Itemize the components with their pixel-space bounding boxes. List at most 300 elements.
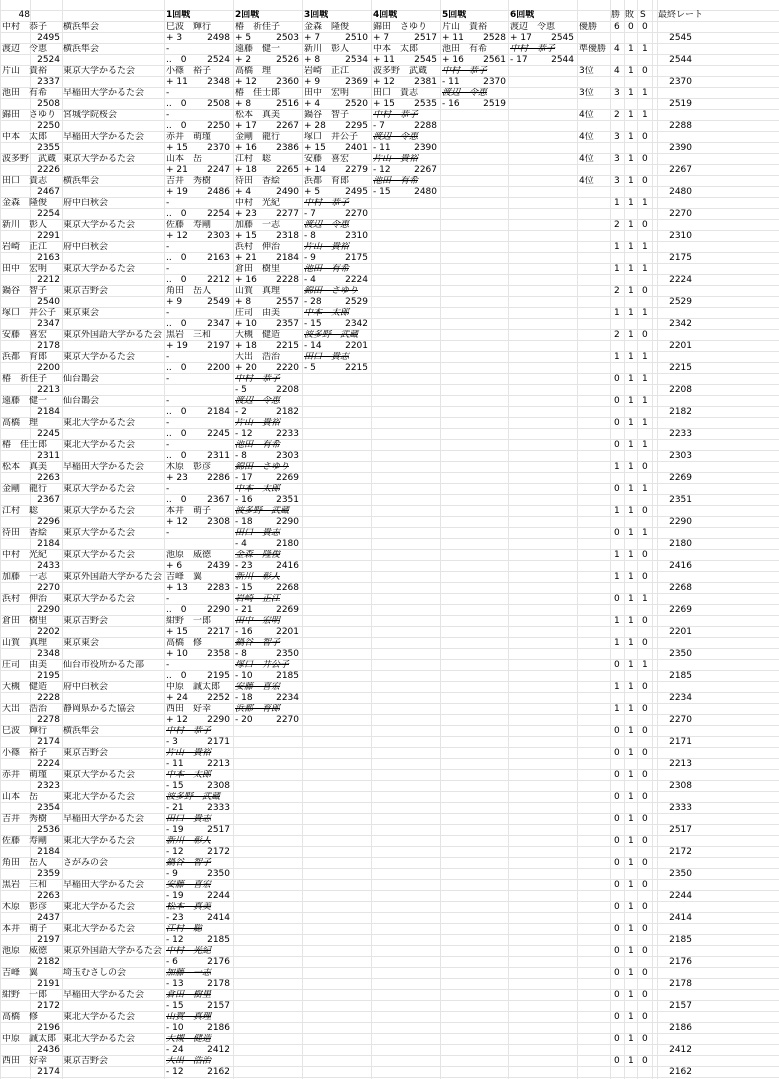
player-club: 東京大学かるた会: [63, 594, 136, 604]
round-opponent: 渡辺 令恵: [510, 22, 556, 32]
round-diff: - 12: [166, 847, 184, 857]
final-rating: 2172: [669, 847, 692, 857]
round-diff: - 5: [304, 363, 316, 373]
round-diff: + 11: [442, 33, 464, 43]
round-rating: 2303: [276, 451, 299, 461]
start-rating: 2191: [37, 979, 60, 989]
round-diff: + 7: [373, 33, 390, 43]
losses-count: 1: [628, 220, 634, 230]
final-rating: 2412: [669, 1045, 692, 1055]
round-opponent: 中村 光紀: [235, 198, 281, 208]
wins-count: 1: [614, 264, 620, 274]
player-name: 田口 貴志: [2, 176, 48, 186]
losses-count: 1: [628, 902, 634, 912]
round-diff: - 12: [166, 1067, 184, 1077]
sabbatical-count: 1: [642, 440, 648, 450]
round-opponent: 田口 貴志: [373, 88, 419, 98]
wins-count: 0: [614, 792, 620, 802]
round-rating: 2277: [276, 209, 299, 219]
round-diff: + 23: [235, 209, 257, 219]
round-diff: + 16: [235, 143, 257, 153]
sabbatical-count: 0: [642, 506, 648, 516]
sabbatical-count: 0: [642, 1056, 648, 1066]
round-diff: + 12: [166, 715, 188, 725]
player-club: 府中白秋会: [63, 242, 109, 252]
player-name: 波多野 武蔵: [2, 154, 57, 164]
start-rating: 2433: [37, 561, 60, 571]
round-diff: - 28: [304, 297, 322, 307]
round-opponent: 鍋谷 智子: [235, 638, 281, 648]
wins-count: 1: [614, 242, 620, 252]
final-rating: 2544: [669, 55, 692, 65]
player-club: 東京大学かるた会: [63, 66, 136, 76]
losses-count: 1: [628, 330, 634, 340]
final-rating: 2480: [669, 187, 692, 197]
wins-count: 1: [614, 704, 620, 714]
round-opponent: -: [166, 374, 170, 384]
round-rating: 2270: [276, 715, 299, 725]
final-rating: 2350: [669, 649, 692, 659]
losses-count: 1: [628, 154, 634, 164]
round-rating: 2381: [414, 77, 437, 87]
final-rating: 2175: [669, 253, 692, 263]
losses-count: 1: [628, 550, 634, 560]
final-rating: 2269: [669, 473, 692, 483]
player-name: 椿 佳士郎: [2, 440, 48, 450]
round-rating: 2534: [345, 55, 368, 65]
wins-count: 1: [614, 550, 620, 560]
round-rating: 2224: [345, 275, 368, 285]
player-name: 山本 岳: [2, 792, 39, 802]
round-rating: 2498: [207, 33, 230, 43]
round-rating: 2265: [276, 165, 299, 175]
player-name: 池田 有希: [2, 88, 48, 98]
round-diff: - 7: [373, 121, 385, 131]
round-opponent: -: [166, 484, 170, 494]
sabbatical-count: 0: [642, 858, 648, 868]
losses-count: 1: [628, 638, 634, 648]
sabbatical-count: 1: [642, 528, 648, 538]
round-rating: 2254: [207, 209, 230, 219]
round-rating: 2185: [276, 671, 299, 681]
round-rating: 2178: [207, 979, 230, 989]
player-name: 塚口 井公子: [2, 308, 57, 318]
start-rating: 2337: [37, 77, 60, 87]
losses-count: 1: [628, 858, 634, 868]
round-diff: - 16: [442, 99, 460, 109]
sabbatical-count: 0: [642, 22, 648, 32]
sabbatical-count: 1: [642, 44, 648, 54]
player-name: 赤井 萌瑾: [2, 770, 48, 780]
start-rating: 2263: [37, 473, 60, 483]
round-rating: 2172: [207, 847, 230, 857]
round-diff: .. 0: [166, 55, 187, 65]
losses-count: 1: [628, 110, 634, 120]
round-diff: + 10: [166, 649, 188, 659]
round-rating: 2290: [207, 605, 230, 615]
round-diff: - 16: [235, 627, 253, 637]
wins-count: 0: [614, 594, 620, 604]
round-diff: .. 0: [166, 319, 187, 329]
round-diff: + 28: [304, 121, 326, 131]
round-diff: + 8: [235, 99, 252, 109]
final-rating: 2308: [669, 781, 692, 791]
sabbatical-count: 1: [642, 396, 648, 406]
round-opponent: 波多野 武蔵: [373, 66, 428, 76]
round-diff: + 12: [235, 77, 257, 87]
player-club: 東京外国語大学かるた会: [63, 572, 163, 582]
final-rating: 2157: [669, 1001, 692, 1011]
grid-column-line: [302, 0, 303, 1079]
player-club: 東北大学かるた会: [63, 924, 136, 934]
wins-count: 3: [614, 88, 620, 98]
round-opponent: 中村 恭子: [166, 726, 212, 736]
player-name: 高橋 理: [2, 418, 39, 428]
wins-count: 1: [614, 462, 620, 472]
final-rating: 2416: [669, 561, 692, 571]
round-opponent: -: [166, 242, 170, 252]
round-diff: + 14: [304, 165, 326, 175]
round-opponent: 中村 光紀: [166, 946, 212, 956]
player-name: 吉峰 翼: [2, 968, 39, 978]
final-rating: 2303: [669, 451, 692, 461]
round-rating: 2267: [276, 121, 299, 131]
player-club: 仙台鵲会: [63, 374, 100, 384]
start-rating: 2311: [37, 451, 60, 461]
player-name: 佐藤 寿剛: [2, 836, 48, 846]
losses-count: 1: [628, 946, 634, 956]
round-opponent: -: [166, 88, 170, 98]
round-opponent: 渡辺 令恵: [442, 88, 488, 98]
start-rating: 2212: [37, 275, 60, 285]
final-rating: 2178: [669, 979, 692, 989]
player-club: 早稲田大学かるた会: [63, 814, 145, 824]
round-rating: 2310: [345, 231, 368, 241]
player-name: 浜都 育郎: [2, 352, 48, 362]
player-name: 池原 威徳: [2, 946, 48, 956]
losses-count: 1: [628, 968, 634, 978]
sabbatical-header: S: [640, 10, 646, 20]
round-diff: .. 0: [166, 671, 187, 681]
placement: 4位: [579, 154, 594, 164]
start-rating: 2226: [37, 165, 60, 175]
round-diff: .. 0: [166, 253, 187, 263]
round-rating: 2201: [276, 627, 299, 637]
round-diff: + 15: [166, 143, 188, 153]
round-rating: 2290: [276, 517, 299, 527]
round-opponent: 田口 貴志: [235, 528, 281, 538]
round-diff: .. 0: [166, 495, 187, 505]
round-diff: + 12: [373, 77, 395, 87]
sabbatical-count: 0: [642, 682, 648, 692]
final-rating: 2201: [669, 627, 692, 637]
round-opponent: -: [166, 440, 170, 450]
start-rating: 2182: [37, 957, 60, 967]
round-rating: 2370: [207, 143, 230, 153]
round-diff: - 9: [166, 869, 178, 879]
wins-count: 2: [614, 220, 620, 230]
player-club: 東京大学かるた会: [63, 154, 136, 164]
sabbatical-count: 0: [642, 638, 648, 648]
round-opponent: 新川 彰人: [304, 44, 350, 54]
grid-column-line: [371, 0, 372, 1079]
round-diff: .. 0: [166, 429, 187, 439]
start-rating: 2347: [37, 319, 60, 329]
round-rating: 2269: [276, 473, 299, 483]
round-opponent: 遠藤 健一: [235, 44, 281, 54]
round-rating: 2517: [414, 33, 437, 43]
wins-count: 0: [614, 660, 620, 670]
final-rating: 2185: [669, 671, 692, 681]
round-header-4: 4回戦: [373, 10, 398, 20]
round-opponent: 波多野 武蔵: [166, 792, 221, 802]
round-diff: .. 0: [166, 407, 187, 417]
player-name: 大出 浩治: [2, 704, 48, 714]
sabbatical-count: 1: [642, 88, 648, 98]
losses-count: 1: [628, 66, 634, 76]
player-name: 待田 香絵: [2, 528, 48, 538]
round-diff: - 21: [235, 605, 253, 615]
round-opponent: 吉峰 翼: [166, 572, 203, 582]
round-diff: + 12: [166, 517, 188, 527]
round-rating: 2386: [276, 143, 299, 153]
round-rating: 2171: [207, 737, 230, 747]
round-diff: + 19: [166, 341, 188, 351]
round-opponent: 池田 有希: [373, 176, 419, 186]
round-opponent: 山賀 真理: [166, 1012, 212, 1022]
sabbatical-count: 0: [642, 572, 648, 582]
sabbatical-count: 1: [642, 242, 648, 252]
wins-count: 0: [614, 1056, 620, 1066]
player-name: 中原 誠太郎: [2, 1034, 57, 1044]
final-rating: 2350: [669, 869, 692, 879]
player-club: 宮城学院桜会: [63, 110, 118, 120]
round-opponent: 椿 祈佳子: [235, 22, 281, 32]
final-rating: 2342: [669, 319, 692, 329]
round-diff: - 8: [235, 451, 247, 461]
sabbatical-count: 0: [642, 880, 648, 890]
start-rating: 2495: [37, 33, 60, 43]
final-rating: 2390: [669, 143, 692, 153]
round-rating: 2283: [207, 583, 230, 593]
round-diff: - 20: [235, 715, 253, 725]
round-rating: 2303: [207, 231, 230, 241]
round-diff: - 4: [235, 539, 247, 549]
wins-count: 1: [614, 616, 620, 626]
round-diff: .. 0: [166, 99, 187, 109]
round-diff: .. 0: [166, 451, 187, 461]
final-rating: 2213: [669, 759, 692, 769]
final-rating: 2215: [669, 363, 692, 373]
round-rating: 2308: [207, 781, 230, 791]
final-rating: 2208: [669, 385, 692, 395]
losses-count: 1: [628, 748, 634, 758]
round-rating: 2228: [276, 275, 299, 285]
losses-count: 1: [628, 374, 634, 384]
round-rating: 2516: [276, 99, 299, 109]
start-rating: 2200: [37, 363, 60, 373]
player-club: 東京大学かるた会: [63, 770, 136, 780]
start-rating: 2359: [37, 869, 60, 879]
corner-number: 48: [18, 10, 30, 20]
final-rating-header: 最終レート: [658, 10, 704, 20]
sabbatical-count: 0: [642, 330, 648, 340]
start-rating: 2467: [37, 187, 60, 197]
player-club: 府中白秋会: [63, 198, 109, 208]
start-rating: 2228: [37, 693, 60, 703]
placement: 優勝: [579, 22, 598, 32]
losses-count: 1: [628, 770, 634, 780]
grid-column-line: [610, 0, 611, 1079]
start-rating: 2197: [37, 935, 60, 945]
round-opponent: 加藤 一志: [166, 968, 212, 978]
round-diff: + 15: [373, 99, 395, 109]
grid-column-line: [577, 0, 578, 1079]
round-rating: 2348: [207, 77, 230, 87]
round-diff: + 21: [235, 253, 257, 263]
start-rating: 2291: [37, 231, 60, 241]
round-diff: - 16: [235, 495, 253, 505]
round-rating: 2517: [207, 825, 230, 835]
round-opponent: 巳波 輝行: [166, 22, 212, 32]
round-rating: 2215: [345, 363, 368, 373]
round-diff: - 17: [510, 55, 528, 65]
start-rating: 2263: [37, 891, 60, 901]
round-opponent: 西田 好幸: [166, 704, 212, 714]
round-rating: 2208: [276, 385, 299, 395]
sabbatical-count: 0: [642, 924, 648, 934]
round-opponent: 岩崎 正江: [304, 66, 350, 76]
losses-count: 1: [628, 594, 634, 604]
losses-count: 1: [628, 616, 634, 626]
round-rating: 2182: [276, 407, 299, 417]
round-diff: - 3: [166, 737, 178, 747]
player-club: 横浜隼会: [63, 22, 100, 32]
wins-count: 0: [614, 924, 620, 934]
round-rating: 2486: [207, 187, 230, 197]
wins-header: 勝: [611, 10, 621, 20]
round-diff: - 11: [442, 77, 460, 87]
round-opponent: 波多野 武蔵: [235, 506, 290, 516]
round-rating: 2213: [207, 759, 230, 769]
final-rating: 2545: [669, 33, 692, 43]
round-diff: - 23: [166, 913, 184, 923]
round-rating: 2212: [207, 275, 230, 285]
round-opponent: 江村 聡: [166, 924, 203, 934]
round-opponent: 高橋 理: [235, 66, 272, 76]
round-rating: 2526: [276, 55, 299, 65]
player-club: 東京大学かるた会: [63, 506, 136, 516]
sabbatical-count: 1: [642, 374, 648, 384]
round-opponent: 角田 岳人: [166, 286, 212, 296]
round-rating: 2269: [276, 605, 299, 615]
round-diff: - 19: [166, 891, 184, 901]
final-rating: 2269: [669, 605, 692, 615]
round-rating: 2215: [276, 341, 299, 351]
round-diff: - 15: [166, 1001, 184, 1011]
round-rating: 2416: [276, 561, 299, 571]
placement: 準優勝: [579, 44, 607, 54]
round-rating: 2184: [276, 253, 299, 263]
start-rating: 2254: [37, 209, 60, 219]
player-club: 早稲田大学かるた会: [63, 132, 145, 142]
round-opponent: 木原 彰彦: [166, 462, 212, 472]
losses-count: 1: [628, 396, 634, 406]
round-rating: 2290: [207, 715, 230, 725]
round-header-1: 1回戦: [166, 10, 191, 20]
start-rating: 2213: [37, 385, 60, 395]
sabbatical-count: 0: [642, 220, 648, 230]
player-club: 東京吉野会: [63, 616, 109, 626]
placement: 4位: [579, 132, 594, 142]
losses-count: 1: [628, 660, 634, 670]
losses-count: 1: [628, 352, 634, 362]
sabbatical-count: 0: [642, 902, 648, 912]
start-rating: 2323: [37, 781, 60, 791]
round-diff: + 4: [304, 99, 321, 109]
round-opponent: 中本 太郎: [373, 44, 419, 54]
round-rating: 2557: [276, 297, 299, 307]
start-rating: 2290: [37, 605, 60, 615]
wins-count: 0: [614, 440, 620, 450]
round-opponent: 大槻 健造: [166, 1034, 212, 1044]
final-rating: 2270: [669, 715, 692, 725]
start-rating: 2196: [37, 1023, 60, 1033]
round-opponent: 浜村 伸治: [235, 242, 281, 252]
sabbatical-count: 0: [642, 66, 648, 76]
final-rating: 2234: [669, 693, 692, 703]
round-diff: - 23: [235, 561, 253, 571]
sabbatical-count: 1: [642, 264, 648, 274]
round-opponent: 金森 隆俊: [235, 550, 281, 560]
round-opponent: 中本 太郎: [235, 484, 281, 494]
round-header-5: 5回戦: [442, 10, 467, 20]
grid-column-line: [233, 0, 234, 1079]
start-rating: 2436: [37, 1045, 60, 1055]
final-rating: 2182: [669, 407, 692, 417]
start-rating: 2296: [37, 517, 60, 527]
round-diff: + 16: [235, 275, 257, 285]
grid-column-line: [440, 0, 441, 1079]
round-header-2: 2回戦: [235, 10, 260, 20]
round-diff: + 15: [235, 231, 257, 241]
round-rating: 2401: [345, 143, 368, 153]
round-rating: 2252: [207, 693, 230, 703]
wins-count: 1: [614, 682, 620, 692]
round-rating: 2267: [414, 165, 437, 175]
round-diff: + 7: [304, 33, 321, 43]
losses-count: 1: [628, 484, 634, 494]
round-diff: - 6: [166, 957, 178, 967]
round-opponent: 高橋 修: [166, 638, 203, 648]
final-rating: 2333: [669, 803, 692, 813]
round-opponent: 新川 彰人: [235, 572, 281, 582]
wins-count: 1: [614, 572, 620, 582]
round-opponent: 大出 浩治: [166, 1056, 212, 1066]
sabbatical-count: 0: [642, 286, 648, 296]
player-club: 仙台鵲会: [63, 396, 100, 406]
round-rating: 2350: [276, 649, 299, 659]
player-name: 江村 聡: [2, 506, 39, 516]
round-opponent: 渡辺 令恵: [304, 220, 350, 230]
round-rating: 2295: [345, 121, 368, 131]
round-rating: 2176: [207, 957, 230, 967]
wins-count: 1: [614, 506, 620, 516]
round-rating: 2358: [207, 649, 230, 659]
round-diff: + 23: [166, 473, 188, 483]
round-diff: - 11: [373, 143, 391, 153]
start-rating: 2367: [37, 495, 60, 505]
